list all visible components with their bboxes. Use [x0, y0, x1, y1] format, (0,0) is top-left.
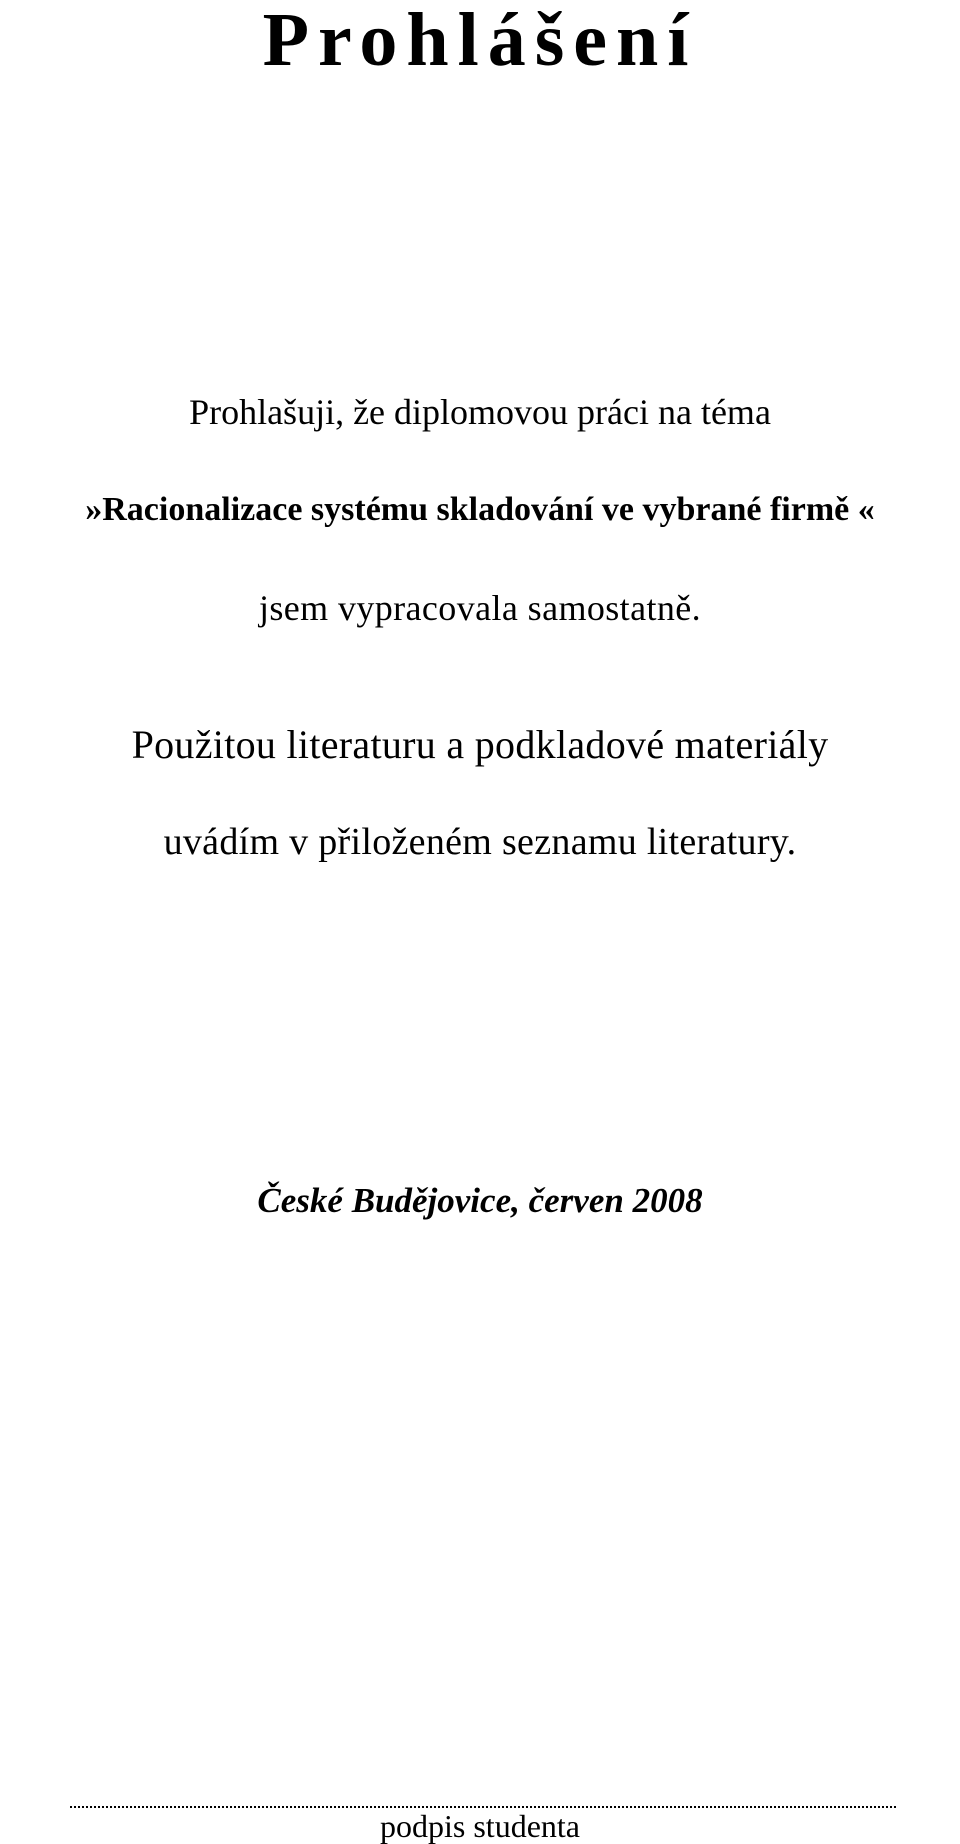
signature-label: podpis studenta [380, 1808, 580, 1844]
declaration-intro: Prohlašuji, že diplomovou práci na téma [189, 392, 771, 432]
place-and-date: České Budějovice, červen 2008 [257, 1181, 703, 1220]
thesis-topic: »Racionalizace systému skladování ve vybrané firmě « [85, 491, 875, 528]
declaration-sources-line-2: uvádím v přiloženém seznamu literatury. [163, 821, 797, 863]
page-title: Prohlášení [262, 0, 698, 82]
declaration-independent: jsem vypracovala samostatně. [258, 588, 702, 628]
declaration-sources-line-1: Použitou literaturu a podkladové materiály [131, 722, 829, 767]
